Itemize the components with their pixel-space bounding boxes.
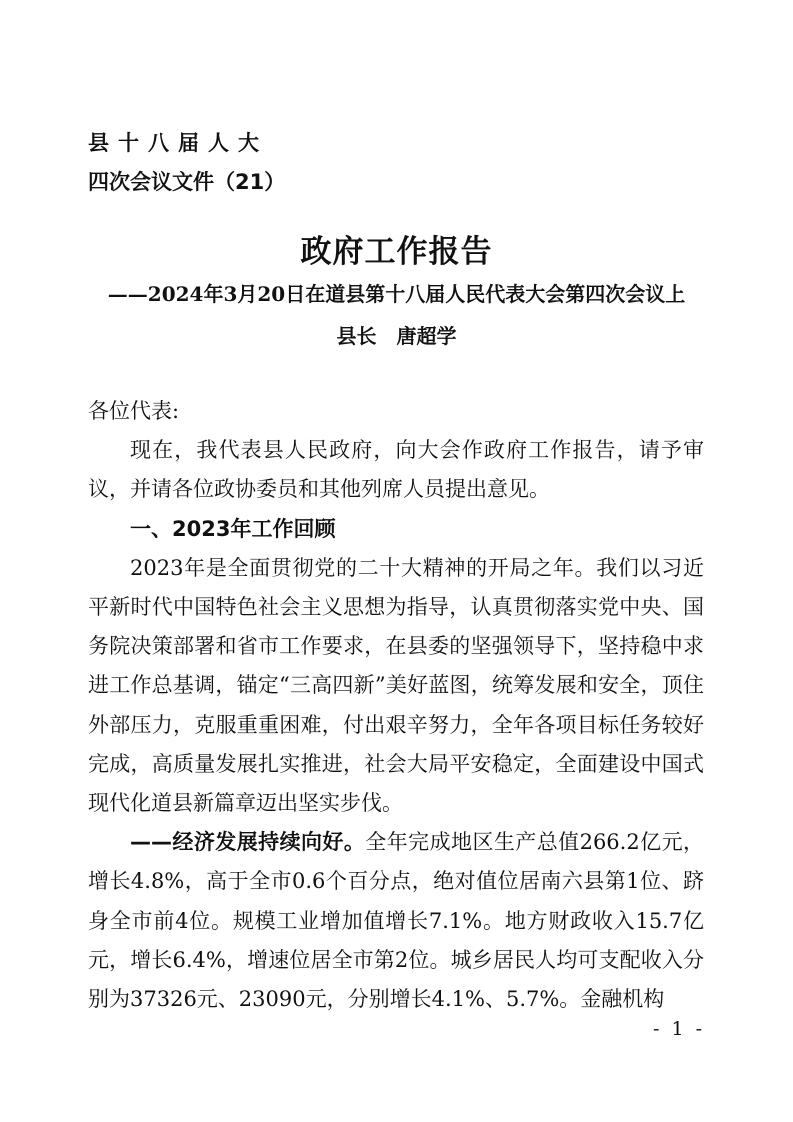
- economy-paragraph: [88, 823, 704, 1019]
- report-speaker: 县长 唐超学: [336, 324, 457, 348]
- report-subtitle: ——2024年3月20日在道县第十八届人民代表大会第四次会议上: [107, 282, 686, 306]
- intro-paragraph: 现在，我代表县人民政府，向大会作政府工作报告，请予审议，并请各位政协委员和其他列席人员提出意见。: [88, 438, 704, 502]
- report-title: 政府工作报告: [300, 234, 493, 270]
- page-number: - 1 -: [652, 1018, 705, 1040]
- economy-lead-phrase: ——经济发展持续向好。: [130, 830, 366, 855]
- report-body: [88, 392, 704, 1019]
- document-header: [88, 124, 285, 202]
- review-paragraph: 2023年是全面贯彻党的二十大精神的开局之年。我们以习近平新时代中国特色社会主义思想为指导，认真贯彻落实党中央、国务院决策部署和省市工作要求，在县委的坚强领导下，坚持稳中求进工作总基调，锚定“三高四新”美好蓝图，统筹发展和安全，顶住外部压力，克服重重困难，付出艰辛努力，全年各项目标任务较好完成，高质量发展扎实推进，社会大局平安稳定，全面建设中国式现代化道县新篇章迈出坚实步伐。: [88, 555, 704, 816]
- header-congress-line: 县十八届人大: [88, 131, 268, 155]
- salutation: 各位代表:: [88, 399, 180, 423]
- economy-paragraph-text: 全年完成地区生产总值266.2亿元，增长4.8%，高于全市0.6个百分点，绝对值位居南六县第1位、跻身全市前4位。规模工业增加值增长7.1%。地方财政收入15.7亿元，增长6.4%，增速位居全市第2位。城乡居民人均可支配收入分别为37326元、23090元，分别增长4.1%、5.7%。金融机构: [88, 830, 704, 1012]
- header-document-number: 四次会议文件（21）: [88, 170, 286, 194]
- section-heading: 一、2023年工作回顾: [130, 516, 336, 541]
